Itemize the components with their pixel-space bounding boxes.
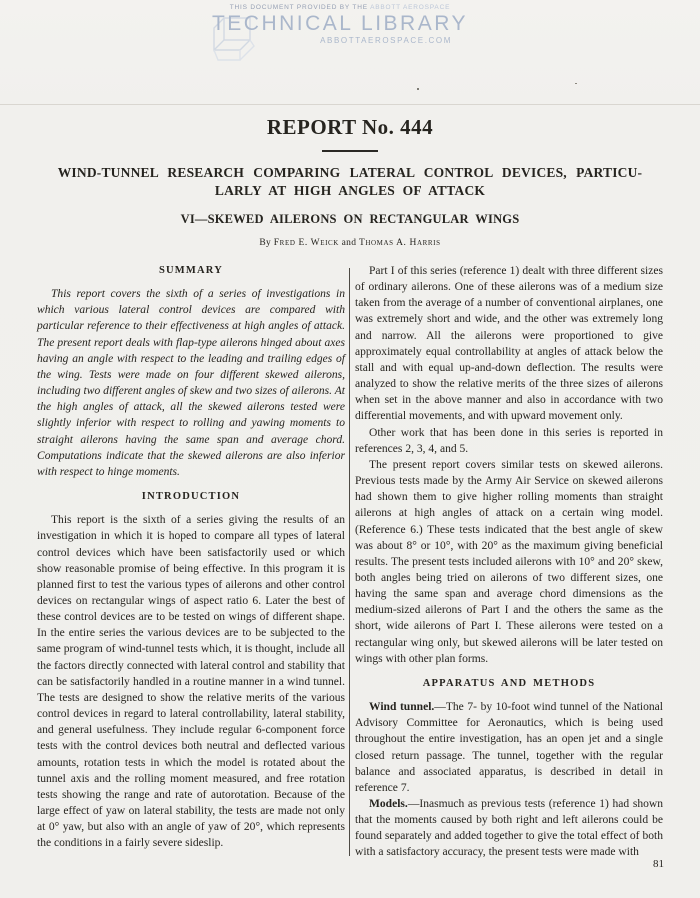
models-paragraph: [355, 796, 663, 861]
report-title-line2: LARLY AT HIGH ANGLES OF ATTACK: [214, 183, 486, 198]
watermark-site-url: ABBOTTAEROSPACE.COM: [320, 36, 452, 45]
column-divider-rule: [349, 268, 350, 856]
introduction-paragraph: This report is the sixth of a series giving the results of an investigation in which it is hoped to compare all types of lateral control devices which have been satisfactorily used or which show reasonable promise of being effective. In this program it is planned first to test the various types of ailerons and other control devices on rectangular wings of aspect ratio 6. Later the best of these control devices are to be tested on wings of different shape. In the entire series the various devices are to be subjected to the same program of wind-tunnel tests which, it is thought, include all the factors directly connected with lateral control and stability that can be satisfactorily handled in a routine manner in a wind tunnel. The tests are designed to show the relative merits of the various control devices in regard to lateral controllability, lateral stability, and general usefulness. They include regular 6-component force tests with the control devices both neutral and deflected various amounts, rotation tests in which the model is rotated about the tunnel axis and the rolling moment measured, and free rotation tests showing the range and rate of autorotation. Because of the large effect of yaw on lateral stability, the tests are made not only at 0° yaw, but also with an angle of yaw of 20°, which represents the conditions in a fairly severe sideslip.: [37, 514, 345, 850]
title-block: [35, 115, 665, 248]
summary-heading: SUMMARY: [158, 265, 224, 276]
summary-paragraph: This report covers the sixth of a series of investigations in which various lateral control devices are compared with particular reference to their effectiveness at high angles of attack. The present report deals with flap-type ailerons hinged about axes having an angle with respect to the leading and trailing edges of the wing. Tests were made on four different skewed ailerons, including two different angles of skew and two sizes of ailerons. At the high angles of attack, all the skewed ailerons tested were slightly inferior with respect to rolling and yawing moments to straight ailerons having the same span and average chord. Computations indicate that the skewed ailerons are also inferior with respect to hinge moments.: [37, 288, 345, 478]
author-1: Fred E. Weick: [273, 238, 339, 248]
author-2: Thomas A. Harris: [358, 238, 441, 248]
title-divider-rule: [322, 150, 378, 152]
technical-library-watermark: [200, 4, 480, 45]
report-title: [35, 164, 665, 200]
wind-tunnel-paragraph: [355, 699, 663, 796]
right-column: [355, 263, 663, 861]
body-paragraph: Part I of this series (reference 1) dealt with three different sizes of ordinary ailerons. One of these ailerons was of a medium size taken from the average of a number of conventional airplanes, one was extremely short and wide, and the other was extremely long and narrow. All the ailerons were proportioned to give approximately equal controllability at angles of attack below the stall and with equal up-and-down deflection. The results were analyzed to show the relative merits of the three sizes of ailerons when set in the above manner and also in accordance with two differential movements, and with upward movement only.: [355, 265, 663, 423]
part-title: VI—SKEWED AILERONS ON RECTANGULAR WINGS: [180, 212, 520, 226]
byline-conjunction: and: [341, 238, 357, 248]
body-paragraph: Other work that has been done in this series is reported in references 2, 3, 4, and 5.: [355, 426, 663, 455]
watermark-brand: ABBOTT AEROSPACE: [370, 4, 451, 11]
byline: [35, 238, 665, 248]
left-column: [37, 263, 345, 851]
scan-artifact-line: [0, 104, 700, 105]
models-text: —Inasmuch as previous tests (reference 1) had shown that the moments caused by both right and left ailerons could be found separately and added together to give the total effect of both with a satisfactory accuracy, the present tests were made with: [355, 798, 663, 859]
scan-speck: [575, 83, 577, 84]
report-number: REPORT No. 444: [266, 115, 434, 139]
introduction-heading: INTRODUCTION: [141, 491, 241, 503]
scan-speck: [417, 88, 419, 90]
apparatus-methods-heading: APPARATUS AND METHODS: [422, 677, 596, 689]
body-paragraph: The present report covers similar tests on skewed ailerons. Previous tests made by the Army Air Service on skewed ailerons had shown them to give higher rolling moments than straight ailerons at high angles of attack on a certain wing model. (Reference 6.) These tests indicated that the best angle of skew was about 8° or 10°, with 20° as the maximum giving beneficial results. The present tests included ailerons with 10° and 20° skew, both angles being tried on ailerons of two different sizes, one having the same span and average chord dimensions as the medium-sized ailerons of Part I and the others the same as the short, wide ailerons of Part I. These ailerons were tested on a rectangular wing only, but skewed ailerons will be later tested on wings with other plan forms.: [355, 458, 663, 665]
report-title-line1: WIND-TUNNEL RESEARCH COMPARING LATERAL CONTROL DEVICES, PARTICU-: [57, 165, 643, 180]
wind-tunnel-text: —The 7- by 10-foot wind tunnel of the National Advisory Committee for Aeronautics, which is being used throughout the entire investigation, has an open jet and a single closed return passage. The tunnel, together with the regular balance and associated apparatus, is described in detail in reference 7.: [355, 701, 663, 794]
byline-prefix: By: [259, 238, 272, 248]
watermark-title: TECHNICAL LIBRARY: [211, 12, 469, 35]
wind-tunnel-lead: Wind tunnel.: [369, 701, 435, 714]
page-number: 81: [653, 858, 664, 870]
watermark-provided-line: THIS DOCUMENT PROVIDED BY THE ABBOTT AEROSPACE: [229, 4, 451, 11]
models-lead: Models.: [369, 798, 408, 810]
